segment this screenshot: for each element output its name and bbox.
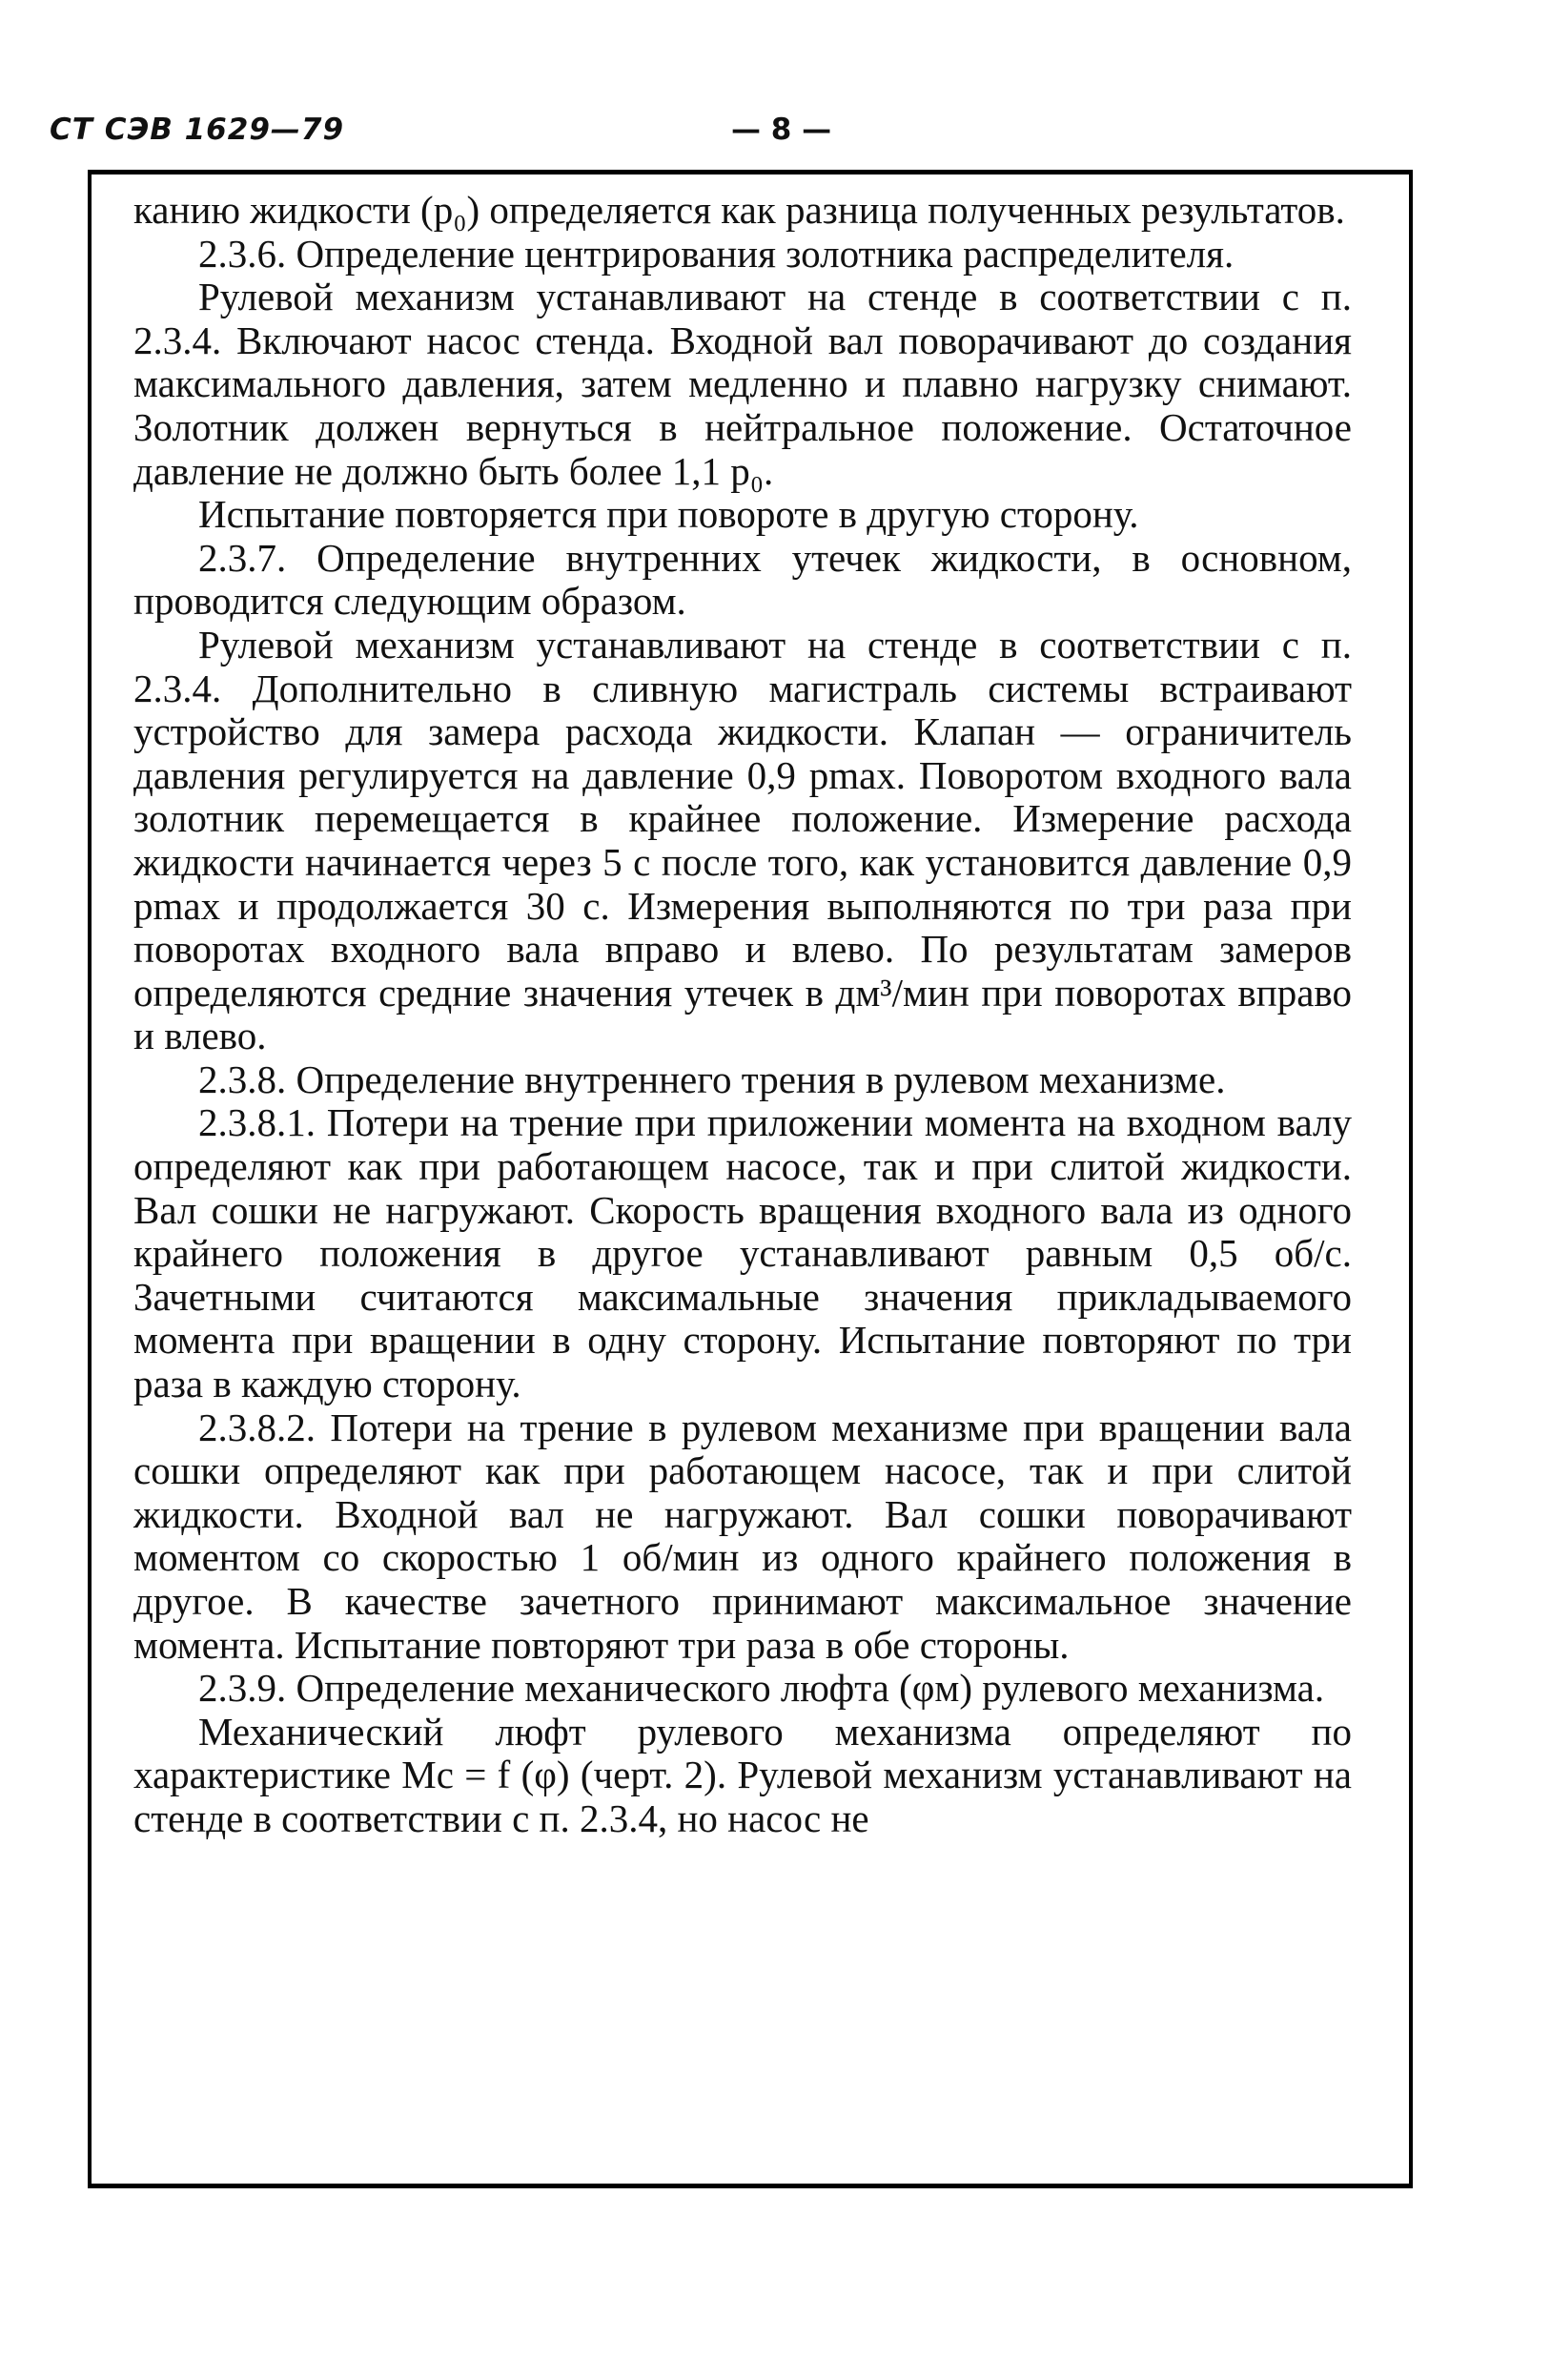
section-2-3-7-heading: 2.3.7. Определение внутренних утечек жидкости, в основном, проводится следующим образом. — [133, 535, 1352, 624]
section-2-3-8-heading: 2.3.8. Определение внутреннего трения в рулевом механизме. — [198, 1057, 1226, 1101]
paragraph: Рулевой механизм устанавливают на стенде в соответствии с п. 2.3.4. Дополнительно в сливную магистраль системы встраивают устройство для замера расхода жидкости. Клапан — ограничитель давления регулируется на давление 0,9 pmax. Поворотом входного вала золотник перемещается в крайнее положение. Измерение расхода жидкости начинается через 5 с после того, как установится давление 0,9 pmax и продолжается 30 с. Измерения выполняются по три раза при поворотах входного вала вправо и влево. По результатам замеров определяются средние значения утечек в дм³/мин при поворотах вправо и влево. — [133, 622, 1352, 1058]
page-number: — 8 — — [731, 113, 832, 147]
section-2-3-8-1: 2.3.8.1. Потери на трение при приложении момента на входном валу определяют как при работающем насосе, так и при слитой жидкости. Вал сошки не нагружают. Скорость вращения входного вала из одного крайнего положения в другое устанавливают равным 0,5 об/с. Зачетными считаются максимальные значения прикладываемого момента при вращении в одну сторону. Испытание повторяют по три раза в каждую сторону. — [133, 1100, 1352, 1406]
top-rule — [88, 170, 1413, 174]
paragraph-continuation: канию жидкости (p₀) определяется как разница полученных результатов. — [133, 188, 1345, 232]
bottom-rule — [88, 2184, 1413, 2188]
section-2-3-9-heading: 2.3.9. Определение механического люфта (φм) рулевого механизма. — [198, 1666, 1325, 1711]
standard-number: СТ СЭВ 1629—79 — [50, 113, 345, 147]
paragraph: Рулевой механизм устанавливают на стенде в соответствии с п. 2.3.4. Включают насос стенда. Входной вал поворачивают до создания максимального давления, затем медленно и плавно нагрузку снимают. Золотник должен вернуться в нейтральное положение. Остаточное давление не должно быть более 1,1 p₀. — [133, 275, 1352, 493]
paragraph: Механический люфт рулевого механизма определяют по характеристике Mc = f (φ) (черт. 2). Рулевой механизм устанавливают на стенде в соответствии с п. 2.3.4, но насос не — [133, 1709, 1352, 1840]
body-text — [133, 189, 1352, 1841]
paragraph: Испытание повторяется при повороте в другую сторону. — [198, 492, 1139, 537]
section-2-3-8-2: 2.3.8.2. Потери на трение в рулевом механизме при вращении вала сошки определяют как при работающем насосе, так и при слитой жидкости. Входной вал не нагружают. Вал сошки поворачивают моментом со скоростью 1 об/мин из одного крайнего положения в другое. В качестве зачетного принимают максимальное значение момента. Испытание повторяют три раза в обе стороны. — [133, 1405, 1352, 1667]
section-2-3-6-heading: 2.3.6. Определение центрирования золотника распределителя. — [198, 231, 1235, 276]
page-header — [50, 113, 1422, 170]
